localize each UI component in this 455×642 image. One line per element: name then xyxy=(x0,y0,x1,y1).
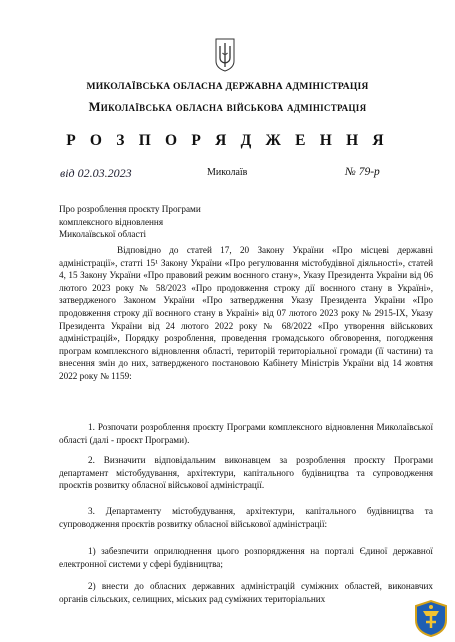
text-line: діяльності», статей 4, 15 Закону України «Про правовий режим воєнного стану», xyxy=(59,257,434,281)
text-line: Порядку розроблення, проведення громадського обговорення, погодження xyxy=(125,333,434,344)
subject-line: комплексного відновлення xyxy=(59,216,164,227)
document-subject xyxy=(59,203,201,241)
text-line: супроводження проєктів розвитку обласної військової адміністрації: xyxy=(59,518,328,529)
document-type-title: Р О З П О Р Я Д Ж Е Н Н Я xyxy=(66,132,389,149)
text-line: 2) внести до обласних державних адміністрацій суміжних областей, xyxy=(88,581,382,591)
preamble-paragraph xyxy=(59,244,433,383)
text-line: 1. Розпочати розроблення проєкту Програми комплексного відновлення xyxy=(88,422,374,432)
text-line: державної електронної системи у сфері будівництва; xyxy=(59,546,433,569)
text-line: супроводження проєктів розвитку обласної військової адміністрації. xyxy=(59,467,434,491)
text-line: 2. Визначити відповідальним виконавцем за розроблення проєкту Програми xyxy=(88,455,433,465)
item-2-paragraph xyxy=(59,454,433,492)
document-city: Миколаїв xyxy=(207,167,248,178)
subject-line: Про розроблення проєкту Програми xyxy=(59,204,201,214)
text-line: України від 14 жовтня 2022 року № 1159: xyxy=(59,358,433,381)
region-coat-of-arms-icon xyxy=(411,598,451,638)
text-line: 1) забезпечити оприлюднення цього розпорядження на порталі Єдиної xyxy=(88,546,388,556)
item-3-1-paragraph xyxy=(59,545,433,570)
text-line: стану в Україні» від 07 лютого 2023 року № 2915-IX, Указу Президента України xyxy=(59,307,433,331)
text-line: строку дії воєнного стану в Україні», затвердженого Законом України «Про xyxy=(59,282,434,306)
text-line: адміністрації», статті 15¹ Закону України «Про регулювання містобудівної xyxy=(59,257,355,268)
item-3-paragraph xyxy=(59,505,433,530)
text-line: Миколаївської області (далі - проєкт Програми). xyxy=(59,422,434,445)
text-line: 3. Департаменту містобудування, архітектури, капітального будівництва та xyxy=(88,506,433,516)
item-1-paragraph xyxy=(59,421,433,446)
text-line: Відповідно до статей 17, 20 Закону України «Про місцеві державні xyxy=(117,245,433,255)
trident-emblem-icon xyxy=(214,38,236,72)
text-line: Указу Президента України від 06 лютого 2023 року № 58/2023 «Про продовження xyxy=(59,270,433,293)
subject-line: Миколаївської області xyxy=(59,229,147,240)
text-line: частини) та внесення змін до них, затвердженого постановою Кабінету Міністрів xyxy=(59,345,433,369)
item-3-2-paragraph xyxy=(59,580,433,605)
text-line: програм комплексного відновлення області, територій територіальної громади (її xyxy=(59,345,384,356)
text-line: від 24 лютого 2022 року № 68/2022 «Про утворення військових адміністрацій», xyxy=(59,320,434,344)
document-date: від 02.03.2023 xyxy=(60,166,132,180)
military-administration-title: Миколаївська обласна військова адміністрація xyxy=(88,100,367,114)
document-number: № 79-р xyxy=(345,166,380,178)
state-administration-title: МИКОЛАЇВСЬКА ОБЛАСНА ДЕРЖАВНА АДМІНІСТРАЦІЯ xyxy=(86,81,369,92)
text-line: департамент містобудування, архітектури, капітального будівництва та xyxy=(59,467,365,478)
text-line: виконавчих органів сільських, селищних, міських рад суміжних територіальних xyxy=(59,581,434,604)
text-line: затвердження Указу Президента України «Про продовження строку дії воєнного xyxy=(59,295,434,318)
